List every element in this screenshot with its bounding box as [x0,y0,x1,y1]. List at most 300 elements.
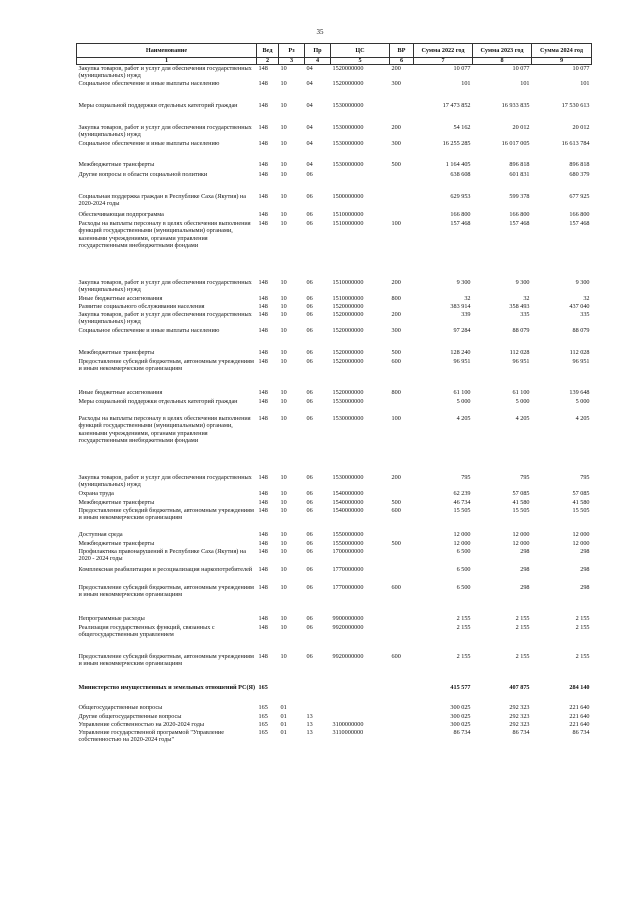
row-vr [390,490,414,499]
row-sum-2023: 101 [520,79,530,87]
row-sum-2022: 2 155 [456,623,471,631]
table-row [77,327,592,349]
row-sum-2022: 96 951 [453,357,471,365]
row-sum-2023: 4 205 [515,414,530,422]
row-ved: 148 [258,210,268,218]
row-vr [390,193,414,211]
row-sum-2022: 5 000 [456,397,471,405]
row-sum-2024: 157 468 [569,219,590,227]
row-sum-2022: 54 162 [453,123,471,131]
row-sum-2024: 5 000 [575,397,590,405]
row-pr: 06 [306,310,313,318]
table-row [77,161,592,171]
row-sum-2023: 20 012 [512,123,530,131]
table-row [77,490,592,499]
row-rz: 10 [280,326,287,334]
row-sum-2024: 677 925 [569,192,590,200]
row-name: Социальное обеспечение и иные выплаты населению [78,79,220,87]
row-name: Межбюджетные трансферты [78,498,155,506]
row-cs: 1550000000 [332,530,364,538]
row-sum-2022: 638 608 [450,170,471,178]
table-row [77,540,592,548]
table-row [77,311,592,327]
row-cs: 1540000000 [332,498,364,506]
row-vr: 200 [391,310,401,318]
row-ved: 148 [258,652,268,660]
row-sum-2024: 12 000 [572,539,590,547]
col-header-cs: ЦС [331,44,390,58]
row-sum-2024: 139 648 [569,388,590,396]
row-sum-2024: 795 [580,473,590,481]
row-sum-2024: 2 155 [575,614,590,622]
row-rz: 10 [280,414,287,422]
column-number-row [77,58,592,65]
table-row [77,704,592,713]
table-row [77,721,592,729]
row-cs: 1520000000 [332,302,364,310]
row-cs: 1510000000 [332,278,364,286]
row-pr: 06 [306,652,313,660]
row-sum-2022: 383 914 [450,302,471,310]
row-ved: 148 [258,498,268,506]
row-cs: 3100000000 [332,720,364,728]
row-rz: 01 [280,728,287,736]
row-sum-2023: 96 951 [512,357,530,365]
row-sum-2024: 2 155 [575,652,590,660]
row-sum-2023: 896 818 [509,160,530,168]
row-sum-2023: 298 [520,547,530,555]
row-name: Предоставление субсидий бюджетным, автономным учреждениям и иным некоммерческим организациям [78,652,254,668]
row-vr: 300 [391,326,401,334]
row-sum-2024: 298 [580,583,590,591]
row-sum-2023: 599 378 [509,192,530,200]
row-sum-2023: 358 493 [509,302,530,310]
table-row [77,80,592,102]
row-cs: 1510000000 [332,210,364,218]
row-rz: 10 [280,348,287,356]
row-name: Предоставление субсидий бюджетным, автономным учреждениям и иным некоммерческим организациям [78,506,254,522]
row-rz: 10 [280,210,287,218]
row-vr: 800 [391,294,401,302]
row-ved: 165 [258,712,268,720]
row-vr: 300 [391,79,401,87]
row-ved: 148 [258,326,268,334]
row-cs [331,713,390,721]
row-sum-2022: 10 077 [453,65,471,72]
row-sum-2023: 57 085 [512,489,530,497]
row-name: Иные бюджетные ассигнования [78,294,163,302]
row-cs: 1530000000 [332,473,364,481]
row-vr: 100 [391,219,401,227]
row-cs: 1520000000 [332,348,364,356]
row-ved: 148 [258,79,268,87]
row-rz: 10 [280,219,287,227]
row-pr: 04 [306,65,313,72]
row-vr [390,684,414,704]
row-rz: 10 [280,123,287,131]
col-number: 7 [414,58,473,65]
row-sum-2022: 795 [461,473,471,481]
row-name: Комплексная реабилитация и ресоциализация наркопотребителей [78,565,253,573]
row-sum-2024: 101 [580,79,590,87]
table-row [77,499,592,507]
row-sum-2023: 9 300 [515,278,530,286]
row-name: Предоставление субсидий бюджетным, автономным учреждениям и иным некоммерческим организациям [78,357,254,373]
row-sum-2024: 221 640 [569,720,590,728]
row-rz: 10 [280,79,287,87]
row-name: Иные бюджетные ассигнования [78,388,163,396]
row-pr [305,704,331,713]
row-name: Общегосударственные вопросы [78,703,163,711]
row-ved: 148 [258,623,268,631]
row-sum-2024: 896 818 [569,160,590,168]
row-sum-2024: 12 000 [572,530,590,538]
row-cs: 1520000000 [332,310,364,318]
row-vr: 500 [391,160,401,168]
row-sum-2024: 96 951 [572,357,590,365]
row-vr [390,721,414,729]
row-ved: 148 [258,278,268,286]
row-name: Развитие социального обслуживания населения [78,302,205,310]
table-row [77,279,592,295]
table-row [77,171,592,193]
row-cs: 9920000000 [332,623,364,631]
col-header-rz: Рз [279,44,305,58]
row-cs: 1530000000 [332,397,364,405]
col-number: 9 [532,58,592,65]
row-rz: 10 [280,652,287,660]
row-sum-2023: 795 [520,473,530,481]
row-ved: 148 [258,192,268,200]
row-rz: 10 [280,65,287,72]
row-sum-2023: 407 875 [509,683,530,691]
row-pr: 06 [306,414,313,422]
table-row [77,389,592,398]
row-rz: 01 [280,703,287,711]
row-name: Другие вопросы в области социальной политики [78,170,208,178]
row-sum-2024: 2 155 [575,623,590,631]
row-sum-2024: 437 040 [569,302,590,310]
col-number: 8 [473,58,532,65]
row-sum-2023: 601 831 [509,170,530,178]
row-ved: 148 [258,473,268,481]
row-sum-2024: 284 140 [569,683,590,691]
row-sum-2022: 101 [461,79,471,87]
row-pr: 04 [306,79,313,87]
row-sum-2024: 4 205 [575,414,590,422]
row-sum-2024: 335 [580,310,590,318]
row-sum-2022: 62 239 [453,489,471,497]
row-vr [390,171,414,193]
row-sum-2023: 157 468 [509,219,530,227]
row-ved: 148 [258,160,268,168]
row-pr: 06 [306,219,313,227]
row-sum-2022: 300 025 [450,720,471,728]
row-cs: 1530000000 [332,101,364,109]
row-sum-2023: 292 323 [509,703,530,711]
row-ved: 148 [258,139,268,147]
table-row [77,358,592,389]
row-pr: 13 [306,712,313,720]
row-ved: 148 [258,302,268,310]
row-vr: 500 [391,348,401,356]
row-vr [390,713,414,721]
row-cs: 1520000000 [332,326,364,334]
row-sum-2023: 12 000 [512,530,530,538]
row-ved: 148 [258,547,268,555]
row-cs [331,684,390,704]
row-name: Закупка товаров, работ и услуг для обеспечения государственных (муниципальных) нужд [78,65,252,80]
row-pr: 04 [306,139,313,147]
row-cs: 1770000000 [332,583,364,591]
row-sum-2024: 88 079 [572,326,590,334]
row-sum-2022: 86 734 [453,728,471,736]
row-ved: 148 [258,565,268,573]
row-vr: 500 [391,539,401,547]
row-ved: 148 [258,357,268,365]
row-ved: 148 [258,310,268,318]
row-rz: 10 [280,565,287,573]
table-row [77,65,592,80]
row-pr [305,684,331,704]
row-pr: 06 [306,565,313,573]
row-vr [390,531,414,540]
row-vr: 600 [391,652,401,660]
row-rz: 10 [280,310,287,318]
col-number: 3 [279,58,305,65]
row-ved: 148 [258,539,268,547]
row-ved: 148 [258,388,268,396]
table-row [77,729,592,745]
table-row [77,295,592,303]
row-pr: 06 [306,192,313,200]
row-pr: 06 [306,210,313,218]
row-pr: 06 [306,278,313,286]
table-row [77,548,592,566]
row-sum-2024: 16 613 784 [561,139,590,147]
row-pr: 06 [306,506,313,514]
row-sum-2023: 298 [520,565,530,573]
table-row [77,566,592,584]
row-vr [390,398,414,415]
table-row [77,507,592,531]
table-row [77,220,592,279]
table-body [77,65,592,745]
row-sum-2023: 5 000 [515,397,530,405]
row-rz: 10 [280,506,287,514]
row-sum-2023: 298 [520,583,530,591]
row-rz: 01 [280,720,287,728]
row-sum-2023: 61 100 [512,388,530,396]
table-row [77,615,592,624]
row-cs: 1540000000 [332,489,364,497]
row-pr: 06 [306,294,313,302]
row-sum-2023: 2 155 [515,652,530,660]
row-sum-2022: 12 000 [453,530,471,538]
row-cs: 1520000000 [332,65,364,72]
row-rz: 10 [280,530,287,538]
row-sum-2022: 2 155 [456,652,471,660]
row-rz: 10 [280,294,287,302]
row-ved: 148 [258,294,268,302]
row-vr [390,729,414,745]
row-sum-2022: 15 505 [453,506,471,514]
row-sum-2024: 221 640 [569,703,590,711]
row-name: Закупка товаров, работ и услуг для обеспечения государственных (муниципальных) нужд [78,123,252,139]
row-sum-2022: 9 300 [456,278,471,286]
row-vr [390,211,414,220]
row-sum-2022: 1 164 405 [445,160,471,168]
table-row [77,102,592,124]
row-sum-2024: 9 300 [575,278,590,286]
row-name: Закупка товаров, работ и услуг для обеспечения государственных (муниципальных) нужд [78,310,252,326]
row-rz: 10 [280,623,287,631]
row-sum-2022: 6 500 [456,547,471,555]
row-ved: 148 [258,123,268,131]
row-sum-2024: 166 800 [569,210,590,218]
row-ved: 148 [258,219,268,227]
row-vr: 200 [391,123,401,131]
row-pr: 06 [306,489,313,497]
row-cs: 9900000000 [332,614,364,622]
row-sum-2024: 20 012 [572,123,590,131]
row-cs: 1520000000 [332,388,364,396]
row-pr: 04 [306,101,313,109]
row-sum-2023: 10 077 [512,65,530,72]
row-rz: 10 [280,357,287,365]
row-vr [390,303,414,311]
row-sum-2022: 97 284 [453,326,471,334]
row-cs: 1530000000 [332,139,364,147]
row-pr: 04 [306,123,313,131]
row-name: Межбюджетные трансферты [78,539,155,547]
row-vr [390,704,414,713]
row-sum-2023: 2 155 [515,623,530,631]
row-sum-2023: 12 000 [512,539,530,547]
table-row [77,398,592,415]
row-sum-2023: 16 017 005 [501,139,530,147]
row-rz: 10 [280,547,287,555]
row-cs: 1530000000 [332,414,364,422]
row-pr: 06 [306,498,313,506]
row-vr [390,615,414,624]
row-rz: 10 [280,101,287,109]
row-sum-2022: 300 025 [450,712,471,720]
row-name: Закупка товаров, работ и услуг для обеспечения государственных (муниципальных) нужд [78,278,252,294]
row-sum-2022: 300 025 [450,703,471,711]
row-pr: 06 [306,547,313,555]
row-name: Другие общегосударственные вопросы [78,712,182,720]
table-row [77,124,592,140]
row-rz [279,684,305,704]
row-sum-2022: 166 800 [450,210,471,218]
row-sum-2023: 15 505 [512,506,530,514]
col-number: 5 [331,58,390,65]
row-sum-2023: 112 028 [509,348,530,356]
header-row [77,44,592,58]
col-number: 4 [305,58,331,65]
row-sum-2023: 86 734 [512,728,530,736]
row-cs: 1700000000 [332,547,364,555]
col-header-sum-2024: Сумма 2024 год [532,44,592,58]
row-sum-2024: 15 505 [572,506,590,514]
table-row [77,303,592,311]
row-rz: 10 [280,278,287,286]
table-row [77,624,592,653]
row-sum-2023: 32 [523,294,530,302]
row-cs: 1530000000 [332,123,364,131]
row-sum-2022: 415 577 [450,683,471,691]
row-pr: 13 [306,720,313,728]
row-name: Закупка товаров, работ и услуг для обеспечения государственных (муниципальных) нужд [78,473,252,489]
col-number: 2 [257,58,279,65]
row-ved: 148 [258,530,268,538]
row-cs: 3110000000 [332,728,364,736]
row-rz: 10 [280,473,287,481]
row-cs: 1520000000 [332,357,364,365]
row-ved: 148 [258,583,268,591]
row-sum-2024: 298 [580,565,590,573]
row-vr [390,566,414,584]
row-cs: 1770000000 [332,565,364,573]
row-rz: 10 [280,302,287,310]
row-rz: 10 [280,170,287,178]
row-sum-2022: 339 [461,310,471,318]
row-pr: 06 [306,397,313,405]
row-sum-2024: 17 530 613 [561,101,590,109]
row-sum-2023: 292 323 [509,712,530,720]
row-ved: 148 [258,414,268,422]
table-row [77,653,592,684]
row-name: Министерство имущественных и земельных отношений РС(Я) [78,683,256,691]
row-ved: 148 [258,65,268,72]
row-sum-2024: 112 028 [569,348,590,356]
row-sum-2024: 680 379 [569,170,590,178]
row-name: Доступная среда [78,530,123,538]
table-row [77,193,592,211]
row-name: Профилактика правонарушений в Республике Саха (Якутия) на 2020 - 2024 годы [78,547,246,563]
row-name: Управление государственной программой "Управление собственностью на 2020-2024 годы" [78,728,224,744]
row-ved: 148 [258,170,268,178]
budget-table [76,43,592,745]
row-vr [390,548,414,566]
row-vr: 100 [391,414,401,422]
table-row [77,140,592,161]
row-rz: 01 [280,712,287,720]
row-ved: 165 [258,728,268,736]
row-cs [331,704,390,713]
row-rz: 10 [280,614,287,622]
row-rz: 10 [280,583,287,591]
row-sum-2024: 221 640 [569,712,590,720]
row-vr: 300 [391,139,401,147]
row-sum-2024: 57 085 [572,489,590,497]
row-sum-2023: 41 580 [512,498,530,506]
col-header-pr: Пр [305,44,331,58]
col-header-sum-2023: Сумма 2023 год [473,44,532,58]
row-name: Управление собственностью на 2020-2024 годы [78,720,205,728]
row-name: Социальное обеспечение и иные выплаты населению [78,139,220,147]
row-rz: 10 [280,539,287,547]
row-pr: 06 [306,473,313,481]
row-vr: 200 [391,65,401,72]
row-name: Социальная поддержка граждан в Республике Саха (Якутия) на 2020-2024 годы [78,192,246,208]
table-row [77,211,592,220]
row-cs: 9920000000 [332,652,364,660]
row-sum-2024: 41 580 [572,498,590,506]
row-pr: 06 [306,583,313,591]
row-name: Социальное обеспечение и иные выплаты населению [78,326,220,334]
